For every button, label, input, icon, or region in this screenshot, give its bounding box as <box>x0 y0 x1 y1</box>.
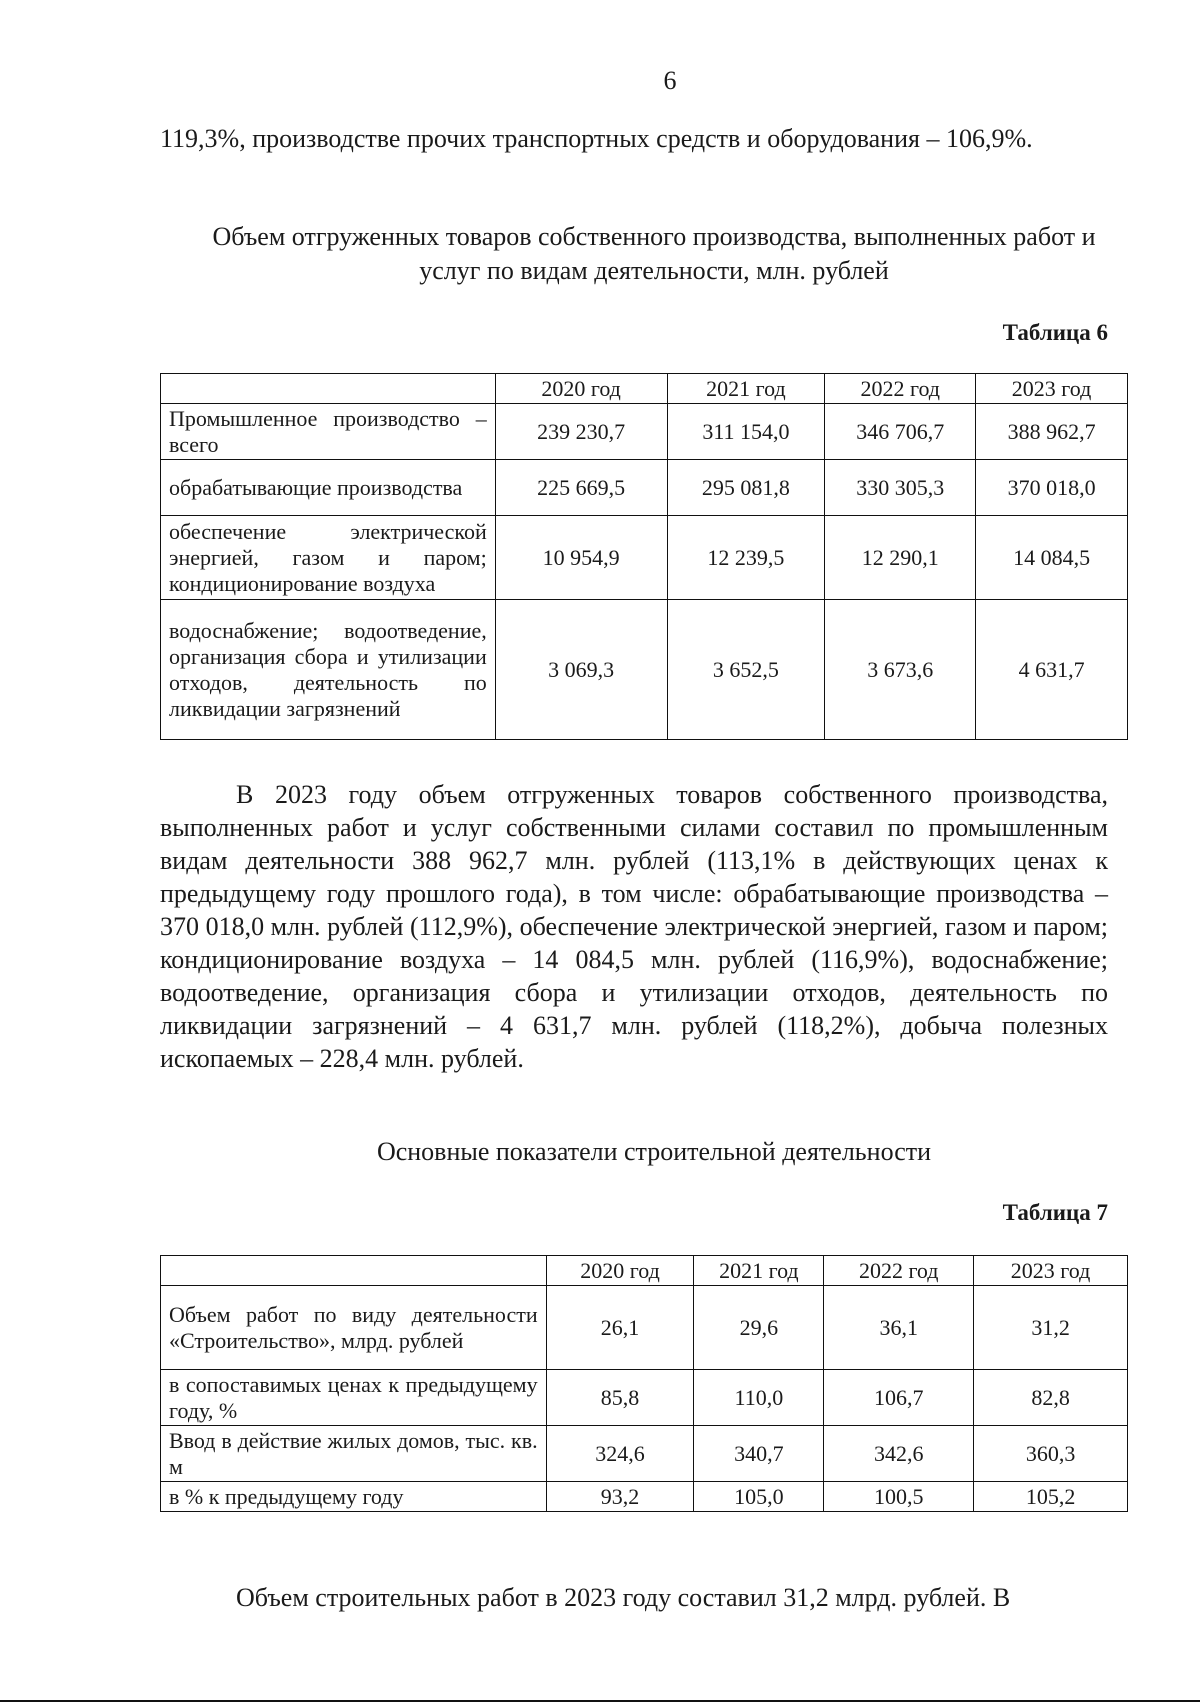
table-row <box>161 460 1128 516</box>
table-row <box>161 1482 1128 1512</box>
cell-value: 3 069,3 <box>495 600 667 740</box>
cell-value: 29,6 <box>694 1286 824 1370</box>
cell-value: 324,6 <box>546 1426 694 1482</box>
cell-value: 346 706,7 <box>825 404 976 460</box>
table-row <box>161 600 1128 740</box>
cell-value: 225 669,5 <box>495 460 667 516</box>
cell-value: 3 652,5 <box>667 600 825 740</box>
cell-value: 105,2 <box>974 1482 1128 1512</box>
summary-paragraph: В 2023 году объем отгруженных товаров собственного производства, выполненных работ и услуг собственными силами составил по промышленным видам деятельности 388 962,7 млн. рублей (113,1% в действующих ценах к предыдущему году прошлого года), в том числе: обрабатывающие производства – 370 018,0 млн. рублей (112,9%), обеспечение электрической энергией, газом и паром; кондиционирование воздуха – 14 084,5 млн. рублей (116,9%), водоснабжение; водоотведение, организация сбора и утилизации отходов, деятельность по ликвидации загрязнений – 4 631,7 млн. рублей (118,2%), добыча полезных ископаемых – 228,4 млн. рублей. <box>160 780 1108 1073</box>
cell-value: 82,8 <box>974 1370 1128 1426</box>
table6-header-cell: 2020 год <box>495 374 667 404</box>
cell-value: 26,1 <box>546 1286 694 1370</box>
cell-value: 106,7 <box>824 1370 974 1426</box>
row-label: Объем работ по виду деятельности «Строительство», млрд. рублей <box>161 1286 547 1370</box>
table6-header-cell: 2023 год <box>976 374 1128 404</box>
cell-value: 370 018,0 <box>976 460 1128 516</box>
intro-paragraph: 119,3%, производстве прочих транспортных средств и оборудования – 106,9%. <box>160 124 1033 153</box>
table7-header-cell <box>161 1256 547 1286</box>
scan-bottom-edge <box>0 1700 1200 1702</box>
cell-value: 4 631,7 <box>976 600 1128 740</box>
cell-value: 295 081,8 <box>667 460 825 516</box>
table6-header-cell: 2022 год <box>825 374 976 404</box>
row-label: водоснабжение; водоотведение, организация сбора и утилизации отходов, деятельность по ликвидации загрязнений <box>161 600 496 740</box>
cell-value: 12 239,5 <box>667 516 825 600</box>
table-row <box>161 1426 1128 1482</box>
table6-title: Объем отгруженных товаров собственного производства, выполненных работ и услуг по видам деятельности, млн. рублей <box>212 222 1096 285</box>
table6-header-cell: 2021 год <box>667 374 825 404</box>
cell-value: 10 954,9 <box>495 516 667 600</box>
row-label: в % к предыдущему году <box>161 1482 547 1512</box>
cell-value: 342,6 <box>824 1426 974 1482</box>
table7-title: Основные показатели строительной деятельности <box>376 1137 932 1166</box>
cell-value: 14 084,5 <box>976 516 1128 600</box>
cell-value: 3 673,6 <box>825 600 976 740</box>
table7-label: Таблица 7 <box>1002 1200 1108 1225</box>
cell-value: 31,2 <box>974 1286 1128 1370</box>
table6-label: Таблица 6 <box>1002 320 1108 345</box>
cell-value: 93,2 <box>546 1482 694 1512</box>
row-label: Ввод в действие жилых домов, тыс. кв. м <box>161 1426 547 1482</box>
table6-header-row <box>161 374 1128 404</box>
cell-value: 110,0 <box>694 1370 824 1426</box>
table7-header-cell: 2020 год <box>546 1256 694 1286</box>
row-label: в сопоставимых ценах к предыдущему году, % <box>161 1370 547 1426</box>
table-row <box>161 1370 1128 1426</box>
table-row <box>161 1286 1128 1370</box>
table7-header-cell: 2022 год <box>824 1256 974 1286</box>
table7-header-cell: 2021 год <box>694 1256 824 1286</box>
cell-value: 100,5 <box>824 1482 974 1512</box>
table7 <box>160 1255 1128 1512</box>
page-number: 6 <box>663 66 677 95</box>
cell-value: 105,0 <box>694 1482 824 1512</box>
table6 <box>160 373 1128 740</box>
cell-value: 330 305,3 <box>825 460 976 516</box>
cell-value: 340,7 <box>694 1426 824 1482</box>
row-label: обрабатывающие производства <box>161 460 496 516</box>
cell-value: 388 962,7 <box>976 404 1128 460</box>
cell-value: 360,3 <box>974 1426 1128 1482</box>
cell-value: 311 154,0 <box>667 404 825 460</box>
closing-paragraph: Объем строительных работ в 2023 году составил 31,2 млрд. рублей. В <box>236 1583 1011 1612</box>
table7-header-row <box>161 1256 1128 1286</box>
table-row <box>161 404 1128 460</box>
cell-value: 85,8 <box>546 1370 694 1426</box>
cell-value: 36,1 <box>824 1286 974 1370</box>
row-label: обеспечение электрической энергией, газом и паром; кондиционирование воздуха <box>161 516 496 600</box>
row-label: Промышленное производство – всего <box>161 404 496 460</box>
cell-value: 239 230,7 <box>495 404 667 460</box>
table6-header-cell <box>161 374 496 404</box>
table-row <box>161 516 1128 600</box>
table7-header-cell: 2023 год <box>974 1256 1128 1286</box>
cell-value: 12 290,1 <box>825 516 976 600</box>
